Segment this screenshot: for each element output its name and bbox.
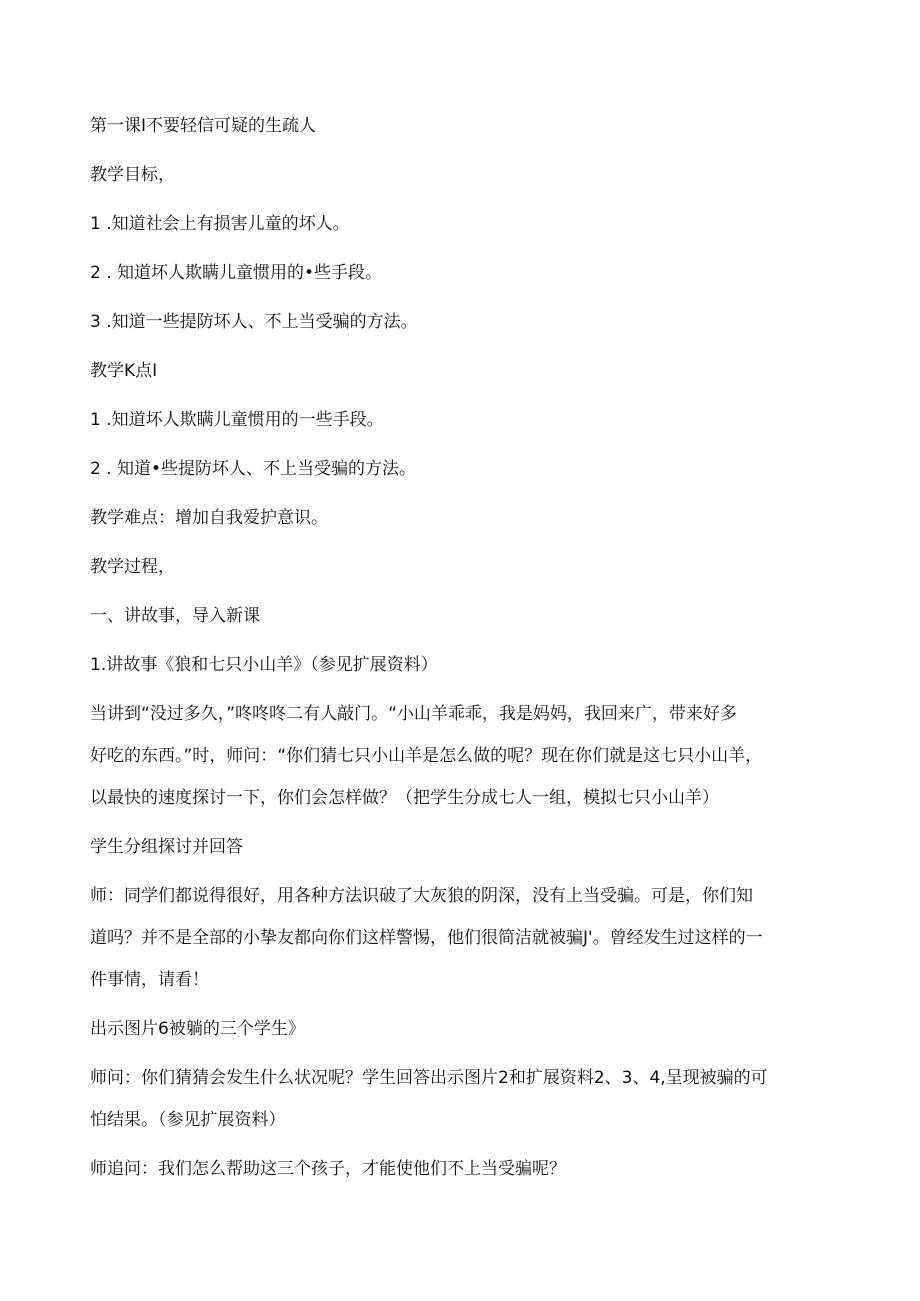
follow-up-question-line: 师追问：我们怎么帮助这三个孩子，才能使他们不上当受骗呢？: [90, 1159, 566, 1179]
goal-item-1: 1 .知道社会上有损害儿童的坏人。: [90, 214, 350, 234]
paragraph-line: 师：同学们都说得很好，用各种方法识破了大灰狼的阴深，没有上当受骗。可是，你们知: [90, 886, 753, 906]
keypoint-item-2: 2 . 知道•些提防坏人、不上当受骗的方法。: [90, 459, 417, 479]
group-discussion-line: 学生分组探讨并回答: [90, 837, 243, 857]
question-paragraph: [90, 1064, 830, 1134]
show-picture-line: 出示图片6被躺的三个学生》: [90, 1019, 305, 1039]
story-line: 1.讲故事《狼和七只小山羊》（参见扩展资料）: [90, 655, 438, 675]
paragraph-line: 怕结果。（参见扩展资料）: [90, 1110, 286, 1130]
goal-item-3: 3 .知道一些提防坏人、不上当受骗的方法。: [90, 312, 418, 332]
process-step-heading: 一、讲故事，导入新课: [90, 606, 260, 626]
lesson-title: 第一课I不要轻信可疑的生疏人: [90, 116, 317, 136]
section-heading-goals: 教学目标，: [90, 165, 175, 185]
paragraph-line: 师问：你们猜猜会发生什么状况呢？学生回答出示图片2和扩展资料2、3、4,呈现被骗的可: [90, 1068, 768, 1088]
paragraph-line: 当讲到“没过多久，”咚咚咚二有人敲门。“小山羊乖乖，我是妈妈，我回来广，带来好多: [90, 704, 737, 724]
keypoint-item-1: 1 .知道坏人欺瞒儿童惯用的一些手段。: [90, 410, 384, 430]
paragraph-line: 道吗？并不是全部的小挚友都向你们这样警惕，他们很简洁就被骗J'。曾经发生过这样的一: [90, 928, 763, 948]
teacher-paragraph: [90, 882, 830, 994]
paragraph-line: 件事情，请看！: [90, 970, 209, 990]
paragraph-line: 好吃的东西。”时，师问：“你们猜七只小山羊是怎么做的呢？现在你们就是这七只小山羊，: [90, 746, 763, 766]
difficulty-line: 教学难点：增加自我爱护意识。: [90, 508, 328, 528]
story-paragraph: [90, 700, 830, 812]
section-heading-process: 教学过程，: [90, 557, 175, 577]
section-heading-keypoints: 教学K点I: [90, 361, 158, 381]
paragraph-line: 以最快的速度探讨一下，你们会怎样做？（把学生分成七人一组，模拟七只小山羊）: [90, 788, 719, 808]
goal-item-2: 2 . 知道坏人欺瞒儿童惯用的•些手段。: [90, 263, 383, 283]
document-page: [90, 112, 830, 1183]
